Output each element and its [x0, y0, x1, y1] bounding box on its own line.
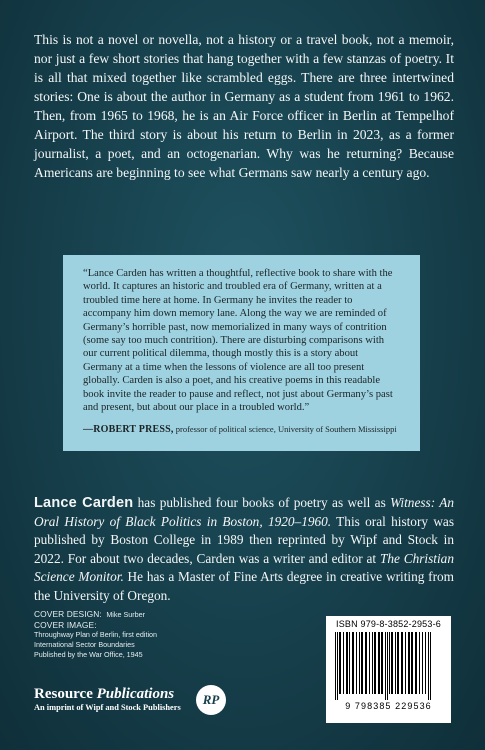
bio-text-3: He has a Master of Fine Arts degree in creative writing from the University of Oregon.: [34, 569, 454, 603]
bio-text-2: This oral history was published by Boston College in 1989 then reprinted by Wipf and Stock in 2022. For about two decades, Carden was a writer and editor at: [34, 513, 455, 566]
isbn-barcode-box: [326, 616, 451, 723]
publisher-imprint: An imprint of Wipf and Stock Publishers: [34, 703, 181, 712]
cover-image-line: Published by the War Office, 1945: [34, 650, 143, 659]
barcode-icon: [333, 632, 444, 700]
endorsement-quote: “Lance Carden has written a thoughtful, reflective book to share with the world. It captures an historic and troubled era of Germany, written at a troubled time here at home. In Germany he invites the reader to accompany him down memory lane. Along the way we are reminded of Germany’s horrible past, now memorialized in many ways of contrition (some say too much contrition). There are disturbing comparisons with our current political dilemma, though mostly this is a story about Germany at a time when the lessons of violence are all too present globally. Carden is also a poet, and his creative poems in this readable book invite the reader to pause and reflect, not just about Germany’s past and present, but about our place in a troubled world.”: [83, 268, 393, 414]
cover-design-label: COVER DESIGN:: [34, 609, 102, 619]
isbn-digits: 9 798385 229536: [345, 701, 432, 711]
endorsement-box: [63, 255, 420, 451]
cover-image-line: International Sector Boundaries: [34, 640, 135, 649]
endorsement-attribution: [83, 423, 400, 436]
cover-design-credit: [34, 608, 274, 620]
endorser-name: —ROBERT PRESS,: [83, 424, 174, 436]
bio-text-1: has published four books of poetry as well as: [133, 495, 391, 510]
author-name: Lance Carden: [34, 495, 134, 511]
cover-image-line: Throughway Plan of Berlin, first edition: [34, 630, 158, 639]
isbn-label: ISBN 979-8-3852-2953-6: [336, 619, 441, 629]
publisher-name-first: Resource: [34, 686, 93, 702]
bio-book-title: Witness: An Oral History of Black Politics in Boston, 1920–1960.: [34, 495, 454, 529]
author-bio: [34, 494, 454, 606]
back-cover-blurb: This is not a novel or novella, not a history or a travel book, not a memoir, nor just a few short stories that hang together with a few stanzas of poetry. It is all that mixed together like scrambled eggs. There are three intertwined stories: One is about the author in Germany as a student from 1961 to 1962. Then, from 1965 to 1968, he is an Air Force officer in Berlin at Tempelhof Airport. The third story is about his return to Berlin in 2023, as a former journalist, a poet, and an octogenarian. Why was he returning? Because Americans are beginning to see what Germans saw nearly a century ago.: [34, 32, 454, 180]
cover-design-value: Mike Surber: [106, 610, 146, 619]
cover-credits: [34, 608, 274, 660]
publisher-name-second: Publications: [96, 686, 175, 702]
bio-newspaper: The Christian Science Monitor.: [34, 550, 454, 585]
cover-image-label: COVER IMAGE:: [34, 620, 97, 630]
publisher-logo-icon: RP: [196, 685, 226, 715]
endorser-title: professor of political science, University of Southern Mississippi: [173, 424, 397, 435]
